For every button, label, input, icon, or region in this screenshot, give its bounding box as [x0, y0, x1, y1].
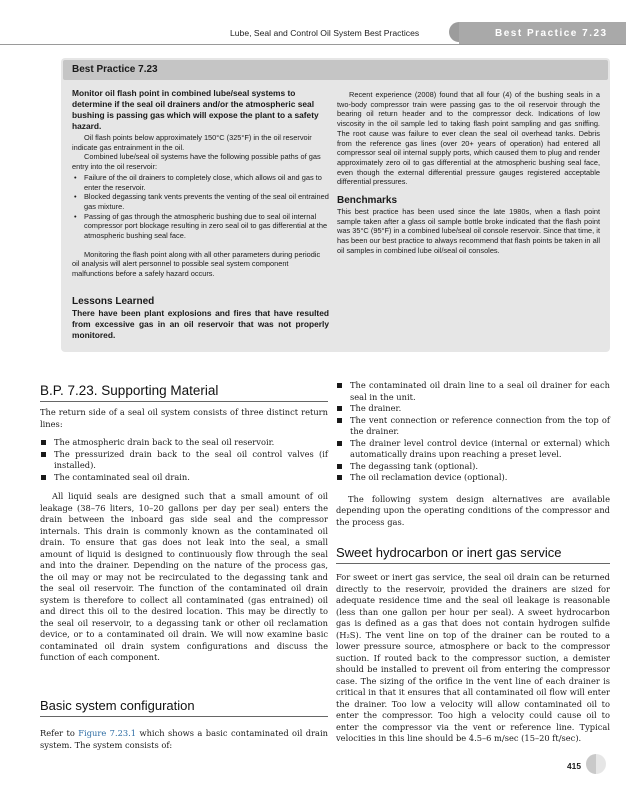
lessons-title: Lessons Learned	[72, 296, 155, 307]
box-paragraph: Monitoring the flash point along with all other parameters during periodic oil analysis will alert personnel to possible seal system component malfunctions before a safely hazard occurs.	[72, 249, 321, 279]
list-item: The pressurized drain back to the seal oil control valves (if installed).	[40, 449, 328, 472]
return-lines-list	[40, 437, 328, 483]
components-list	[336, 380, 610, 484]
best-practice-title: Best Practice 7.23	[63, 60, 608, 80]
page-number: 415	[567, 761, 581, 771]
box-paragraph: Oil flash points below approximately 150°C (325°F) in the oil reservoir indicate gas entrainment in the oil.	[72, 133, 312, 152]
sweet-service-title: Sweet hydrocarbon or inert gas service	[336, 545, 562, 560]
list-item: The atmospheric drain back to the seal oil reservoir.	[40, 437, 328, 449]
basic-config-text	[40, 728, 328, 751]
experience-paragraph: Recent experience (2008) found that all four (4) of the bushing seals in a two-body compressor train were passing gas to the oil reservoir through the bearing oil return header and to the compressor deck. Indications of low viscosity in the oil sample led to taking flash point sampling and gas sniffing. The root cause was failure to ever clean the seal oil overhead tanks. Debris from the reference gas lines (over 20+ years of operation) had entered all compressor seal oil internal supply ports, which caused them to plug and render approximately zero oil to gas differential at the atmospheric bushing seal face, even though the external differential pressure gauges registered acceptable differential pressures.	[337, 90, 600, 187]
sweet-service-rule	[336, 563, 610, 564]
section-title: B.P. 7.23. Supporting Material	[40, 383, 219, 398]
lessons-text: There have been plant explosions and fires that have resulted from excessive gas in an oil reservoir that was not properly monitored.	[72, 308, 329, 340]
box-left-column	[72, 88, 329, 279]
body-left-column	[40, 407, 328, 664]
figure-link[interactable]: Figure 7.23.1	[78, 728, 137, 738]
benchmarks-text: This best practice has been used since the late 1980s, when a flash point sample taken after a glass oil sample bottle broke indicated that the flash point was 35°C (95°F) in a combined lube/seal oil console reservoir. Since that time, it has been our best practice to always recommend that flash points be taken in all oil samples in combined lube oil/seal oil consoles.	[337, 207, 600, 255]
list-item: The drainer.	[336, 403, 610, 415]
intro-paragraph: The return side of a seal oil system consists of three distinct return lines:	[40, 407, 328, 429]
alternatives-paragraph: The following system design alternatives are available depending upon the operating conditions of the compressor and the process gas.	[336, 493, 610, 527]
basic-text-pre: Refer to	[40, 728, 79, 738]
list-item: The contaminated oil drain line to a seal oil drainer for each seal in the unit.	[336, 380, 610, 403]
box-lead: Monitor oil flash point in combined lube/seal systems to determine if the seal oil drainers and/or the atmospheric seal bushing is passing gas which will expose the plant to a safety hazard.	[72, 88, 319, 131]
sweet-service-text	[336, 572, 610, 745]
list-item: • Failure of the oil drainers to completely close, which allows oil and gas to enter the reservoir.	[72, 173, 329, 192]
page-circle	[586, 754, 606, 774]
list-item: • Blocked degassing tank vents prevents the venting of the seal oil entrained gas mixture.	[72, 192, 329, 211]
list-item: The contaminated seal oil drain.	[40, 472, 328, 484]
body-paragraph: All liquid seals are designed such that a small amount of oil leakage (38–76 liters, 10–20 gallons per day per seal) enters the drain between the inboard gas side seal and the compressor internals. This drain is commonly known as the contaminated oil drain. To ensure that gas does not leak into the seal, a small amount of liquid is designed to continuously flow through the seal and into the drainer. Depending on the nature of the process gas, the oil may or may not be recirculated to the degassing tank and the seal oil reservoir. The function of the contaminated oil drain system is therefore to collect all contaminated (gas entrained) oil and direct this oil to the desired location. This may be directly to the seal oil reservoir, to a degassing tank or other oil reclamation device, or to a contaminated oil drain. We will now examine basic contaminated oil drain system configurations and discuss the function of each component.	[40, 491, 328, 662]
list-item: The drainer level control device (internal or external) which automatically drains upon reaching a preset level.	[336, 438, 610, 461]
section-tab: Best Practice 7.23	[459, 22, 626, 44]
body-right-column	[336, 380, 610, 528]
box-right-column	[337, 90, 600, 256]
list-item: • Passing of gas through the atmospheric bushing due to seal oil internal compressor port blockage resulting in zero seal oil to gas differential at the atmospheric bushing seal face.	[72, 212, 329, 241]
benchmarks-title: Benchmarks	[337, 195, 398, 207]
header-rule	[0, 44, 626, 45]
list-item: The degassing tank (optional).	[336, 461, 610, 473]
running-header: Lube, Seal and Control Oil System Best Practices	[230, 28, 420, 38]
section-rule	[40, 401, 328, 402]
basic-config-title: Basic system configuration	[40, 698, 195, 713]
gas-entry-list	[72, 173, 329, 241]
list-item: The oil reclamation device (optional).	[336, 472, 610, 484]
body-paragraph: For sweet or inert gas service, the seal oil drain can be returned directly to the reservoir, provided the drainers are sized for adequate residence time and the seal oil leakage is reasonable (less than one gallon per hour per seal). A sweet hydrocarbon gas is defined as a gas that does not contain hydrogen sulfide (H₂S). The vent line on top of the drainer can be routed to a lower pressure source, atmosphere or back to the compressor suction. If routed back to the compressor suction, a demister should be installed to prevent oil from entering the compressor case. The sizing of the orifice in the vent line of each drainer is critical in that it ensures that all contaminated oil flow will enter the drainer. Too low a velocity will allow contaminated oil to enter the compressor. Too high a velocity could cause oil to enter the compressor via the vent or reference line. Typical velocities in this line should be 4.5–6 m/sec (15–20 ft/sec).	[336, 572, 610, 743]
lessons-learned	[72, 296, 329, 341]
list-item: The vent connection or reference connection from the top of the drainer.	[336, 415, 610, 438]
basic-config-rule	[40, 716, 328, 717]
basic-text-post: which shows a basic contaminated oil drain system. The system consists of:	[40, 728, 328, 750]
box-paragraph: Combined lube/seal oil systems have the following possible paths of gas entry into the oil reservoir:	[72, 152, 321, 172]
